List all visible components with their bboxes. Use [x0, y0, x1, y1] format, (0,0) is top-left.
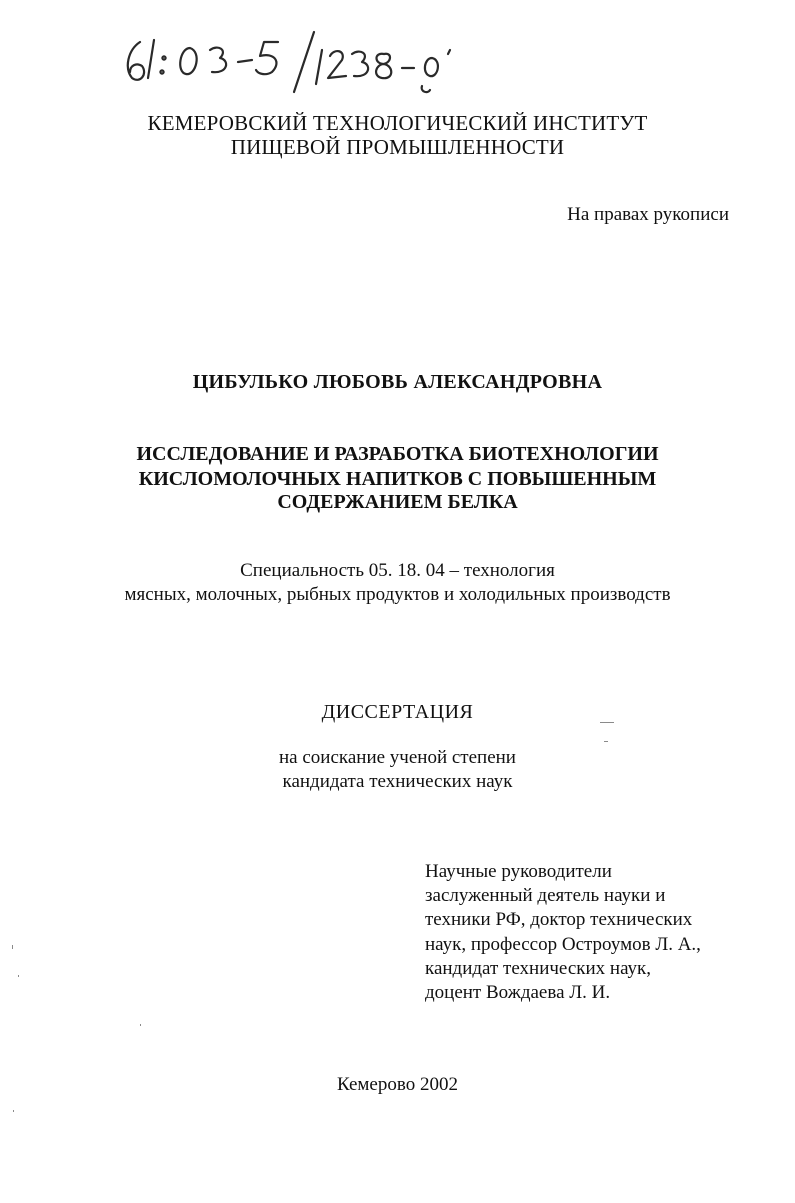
handwritten-archive-code [118, 28, 518, 100]
handwritten-code-drawing [118, 28, 518, 100]
institute-name-line-1: КЕМЕРОВСКИЙ ТЕХНОЛОГИЧЕСКИЙ ИНСТИТУТ [147, 111, 648, 135]
dissertation-title-line-2: КИСЛОМОЛОЧНЫХ НАПИТКОВ С ПОВЫШЕННЫМ [138, 468, 657, 490]
document-type: ДИССЕРТАЦИЯ [321, 701, 474, 723]
rights-notice: На правах рукописи [567, 204, 729, 225]
advisors-line: доцент Вождаева Л. И. [425, 982, 611, 1004]
author-name: ЦИБУЛЬКО ЛЮБОВЬ АЛЕКСАНДРОВНА [192, 371, 603, 393]
advisors-line: техники РФ, доктор технических [425, 909, 693, 931]
advisors-line: наук, профессор Остроумов Л. А., [425, 933, 701, 955]
dissertation-title-line-1: ИССЛЕДОВАНИЕ И РАЗРАБОТКА БИОТЕХНОЛОГИИ [136, 443, 659, 465]
scientific-advisors-block [425, 860, 765, 1005]
degree-line-2: кандидата технических наук [282, 771, 513, 792]
city-and-year: Кемерово 2002 [337, 1074, 458, 1095]
specialty-line-2: мясных, молочных, рыбных продуктов и холодильных производств [124, 584, 671, 605]
advisors-line: Научные руководители [425, 861, 612, 882]
institute-name-line-2: ПИЩЕВОЙ ПРОМЫШЛЕННОСТИ [230, 135, 565, 159]
advisors-line: кандидат технических наук, [425, 957, 652, 979]
advisors-line: заслуженный деятель науки и [425, 885, 666, 907]
specialty-line-1: Специальность 05. 18. 04 – технология [240, 560, 555, 581]
degree-line-1: на соискание ученой степени [279, 747, 516, 768]
dissertation-title-line-3: СОДЕРЖАНИЕМ БЕЛКА [277, 491, 518, 513]
